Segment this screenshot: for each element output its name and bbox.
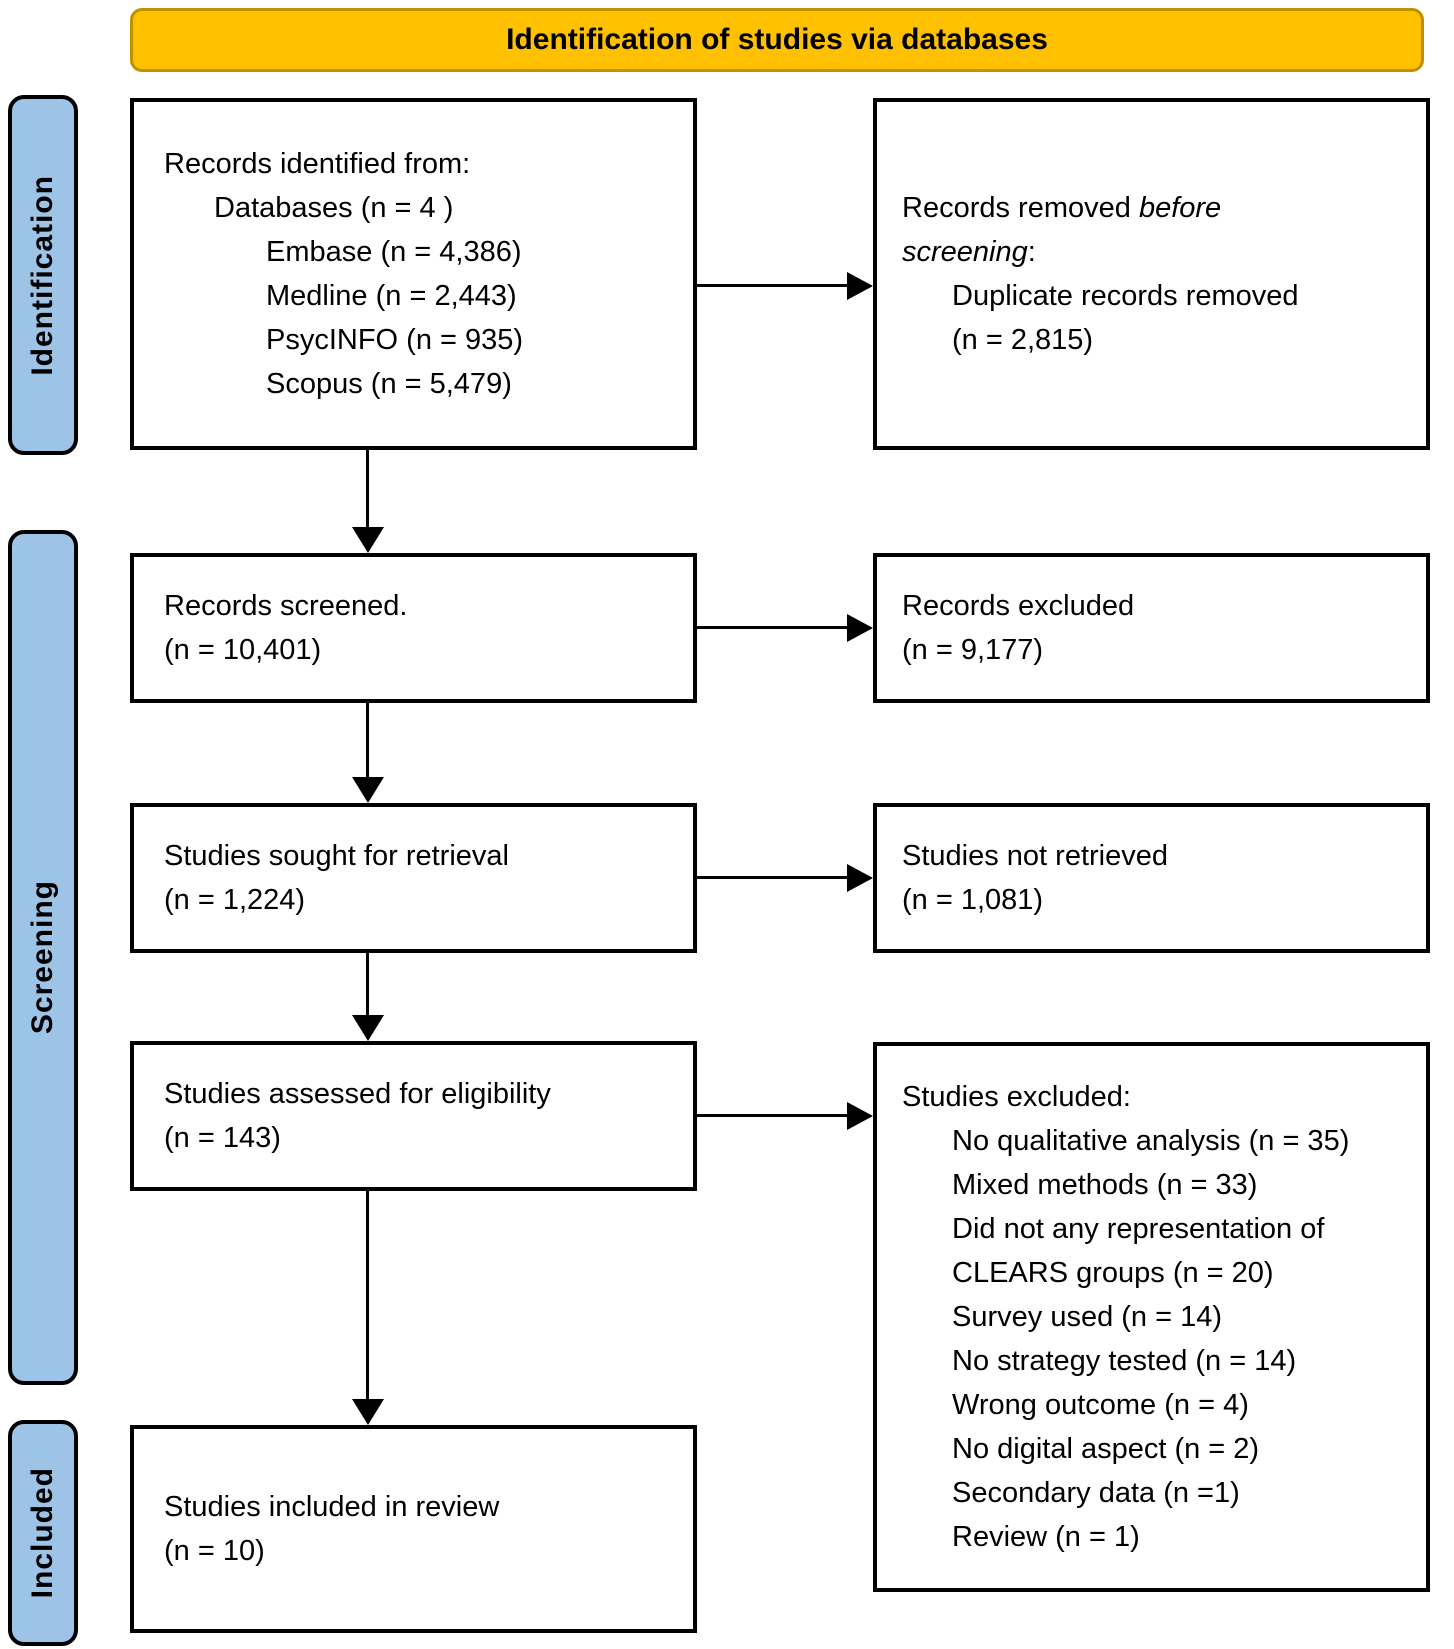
text-segment: : (1027, 236, 1036, 268)
text-line: (n = 143) (164, 1122, 281, 1154)
text-line (902, 230, 1420, 274)
text-line: (n = 10,401) (164, 634, 322, 666)
stage-label-included-text: Included (26, 1467, 59, 1599)
title-banner-label: Identification of studies via databases (506, 23, 1048, 56)
text-line: Mixed methods (n = 33) (952, 1169, 1258, 1201)
text-segment: Records removed (902, 192, 1139, 224)
right-arrow-screened-to-excluded (697, 626, 847, 629)
studies-not-retrieved-box (873, 803, 1430, 953)
text-line: Records excluded (902, 590, 1135, 622)
text-line: Survey used (n = 14) (952, 1301, 1223, 1333)
text-line: Studies excluded: (902, 1081, 1131, 1113)
stage-label-included (8, 1420, 78, 1646)
text-line: PsycINFO (n = 935) (266, 324, 524, 356)
text-line: CLEARS groups (n = 20) (952, 1257, 1274, 1289)
right-arrow-identified-to-removed (697, 284, 847, 287)
records-identified-box (130, 98, 697, 450)
text-segment-italic: screening (902, 236, 1028, 268)
down-arrow-screened-to-sought (366, 703, 369, 777)
stage-label-screening-text: Screening (26, 880, 59, 1035)
text-line: (n = 1,081) (902, 884, 1044, 916)
text-line: No digital aspect (n = 2) (952, 1433, 1260, 1465)
text-line: Did not any representation of (952, 1213, 1325, 1245)
text-line: Embase (n = 4,386) (266, 236, 522, 268)
text-line: Medline (n = 2,443) (266, 280, 517, 312)
stage-label-identification-text: Identification (26, 174, 59, 376)
text-line: Studies not retrieved (902, 840, 1168, 872)
text-line: Duplicate records removed (952, 280, 1299, 312)
records-removed-details (902, 274, 1420, 362)
text-line: Studies sought for retrieval (164, 840, 509, 872)
stage-label-screening (8, 530, 78, 1385)
stage-label-identification (8, 95, 78, 455)
text-segment-italic: before (1138, 192, 1222, 224)
right-arrow-sought-to-not-retrieved (697, 876, 847, 879)
records-screened-box (130, 553, 697, 703)
down-arrow-identified-to-screened (366, 450, 369, 527)
text-line: Records screened. (164, 590, 408, 622)
title-banner (130, 8, 1424, 72)
text-line: Review (n = 1) (952, 1521, 1140, 1553)
text-line: Wrong outcome (n = 4) (952, 1389, 1249, 1421)
text-line: Secondary data (n =1) (952, 1477, 1240, 1509)
text-line: Scopus (n = 5,479) (266, 368, 512, 400)
text-line: (n = 10) (164, 1535, 265, 1567)
records-excluded-box (873, 553, 1430, 703)
records-removed-box (873, 98, 1430, 450)
text-line: (n = 9,177) (902, 634, 1044, 666)
text-line: No strategy tested (n = 14) (952, 1345, 1297, 1377)
studies-excluded-box (873, 1042, 1430, 1592)
text-line: No qualitative analysis (n = 35) (952, 1125, 1350, 1157)
down-arrow-assessed-to-included (366, 1191, 369, 1399)
down-arrow-sought-to-assessed (366, 953, 369, 1015)
text-line: Studies assessed for eligibility (164, 1078, 551, 1110)
studies-sought-box (130, 803, 697, 953)
text-line: Records identified from: (164, 148, 471, 180)
studies-assessed-box (130, 1041, 697, 1191)
text-line: (n = 2,815) (952, 324, 1094, 356)
right-arrow-assessed-to-studies-excluded (697, 1114, 847, 1117)
text-line (902, 186, 1420, 230)
text-line: Databases (n = 4 ) (214, 192, 454, 224)
text-line: (n = 1,224) (164, 884, 306, 916)
text-line: Studies included in review (164, 1491, 500, 1523)
studies-included-box (130, 1425, 697, 1633)
